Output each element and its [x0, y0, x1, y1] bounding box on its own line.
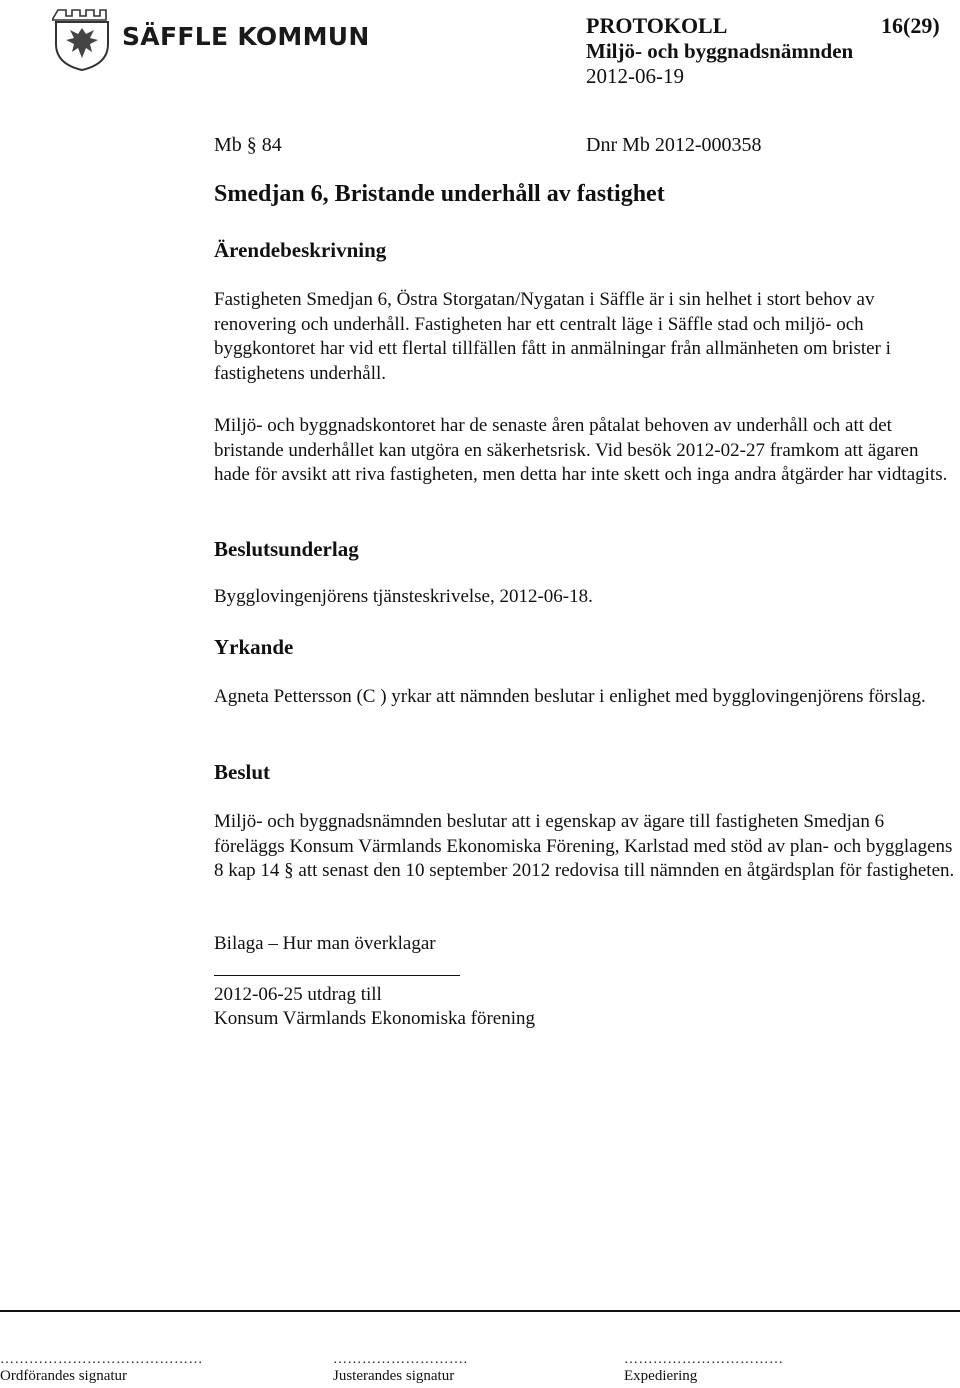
section-heading-decision: Beslut [214, 760, 271, 784]
case-paragraph-number: Mb § 84 [214, 134, 282, 156]
municipality-crest-logo [52, 6, 112, 72]
adjuster-signature-line: ………………………. [333, 1352, 468, 1367]
chair-signature-line: …………………………………… [0, 1352, 203, 1367]
document-type: PROTOKOLL [586, 13, 728, 38]
footer-divider [0, 1310, 960, 1312]
motion-text: Agneta Pettersson (C ) yrkar att nämnden beslutar i enlighet med bygglovingenjörens förslag. [214, 686, 926, 707]
dispatch-signature-line: …………………………… [624, 1352, 784, 1367]
decision-basis-text: Bygglovingenjörens tjänsteskrivelse, 2012-06-18. [214, 586, 593, 607]
dispatch-label: Expediering [624, 1368, 698, 1384]
section-heading-decision-basis: Beslutsunderlag [214, 537, 359, 561]
description-paragraph-1: Fastigheten Smedjan 6, Östra Storgatan/Nygatan i Säffle är i sin helhet i stort behov av renovering och underhåll. Fastigheten har ett centralt läge i Säffle stad och miljö- och byggkontoret har vid ett flertal tillfällen fått in anmälningar från allmänheten om brister i fastighetens underhåll. [214, 289, 891, 384]
case-title: Smedjan 6, Bristande underhåll av fastighet [214, 181, 665, 207]
distribution-line-1: 2012-06-25 utdrag till [214, 984, 382, 1005]
separator-line [214, 975, 460, 976]
description-paragraph-2: Miljö- och byggnadskontoret har de senaste åren påtalat behoven av underhåll och att det bristande underhållet kan utgöra en säkerhetsrisk. Vid besök 2012-02-27 framkom att ägaren hade för avsikt att riva fastigheten, men detta har inte skett och inga andra åtgärder har vidtagits. [214, 415, 948, 485]
decision-text: Miljö- och byggnadsnämnden beslutar att i egenskap av ägare till fastigheten Smedjan 6 föreläggs Konsum Värmlands Ekonomiska Förening, Karlstad med stöd av plan- och bygglagens 8 kap 14 § att senast den 10 september 2012 redovisa till nämnden en åtgärdsplan för fastigheten. [214, 811, 955, 881]
distribution-line-2: Konsum Värmlands Ekonomiska förening [214, 1008, 536, 1029]
page-number: 16(29) [881, 13, 940, 38]
municipality-name-logo: SÄFFLE KOMMUN [122, 22, 370, 51]
section-heading-description: Ärendebeskrivning [214, 238, 387, 262]
diary-number: Dnr Mb 2012-000358 [586, 134, 762, 156]
section-heading-motion: Yrkande [214, 635, 294, 659]
meeting-date: 2012-06-19 [586, 64, 684, 88]
attachment-note: Bilaga – Hur man överklagar [214, 933, 436, 954]
adjuster-signature-label: Justerandes signatur [333, 1368, 455, 1384]
chair-signature-label: Ordförandes signatur [0, 1368, 128, 1384]
committee-name: Miljö- och byggnadsnämnden [586, 39, 854, 63]
